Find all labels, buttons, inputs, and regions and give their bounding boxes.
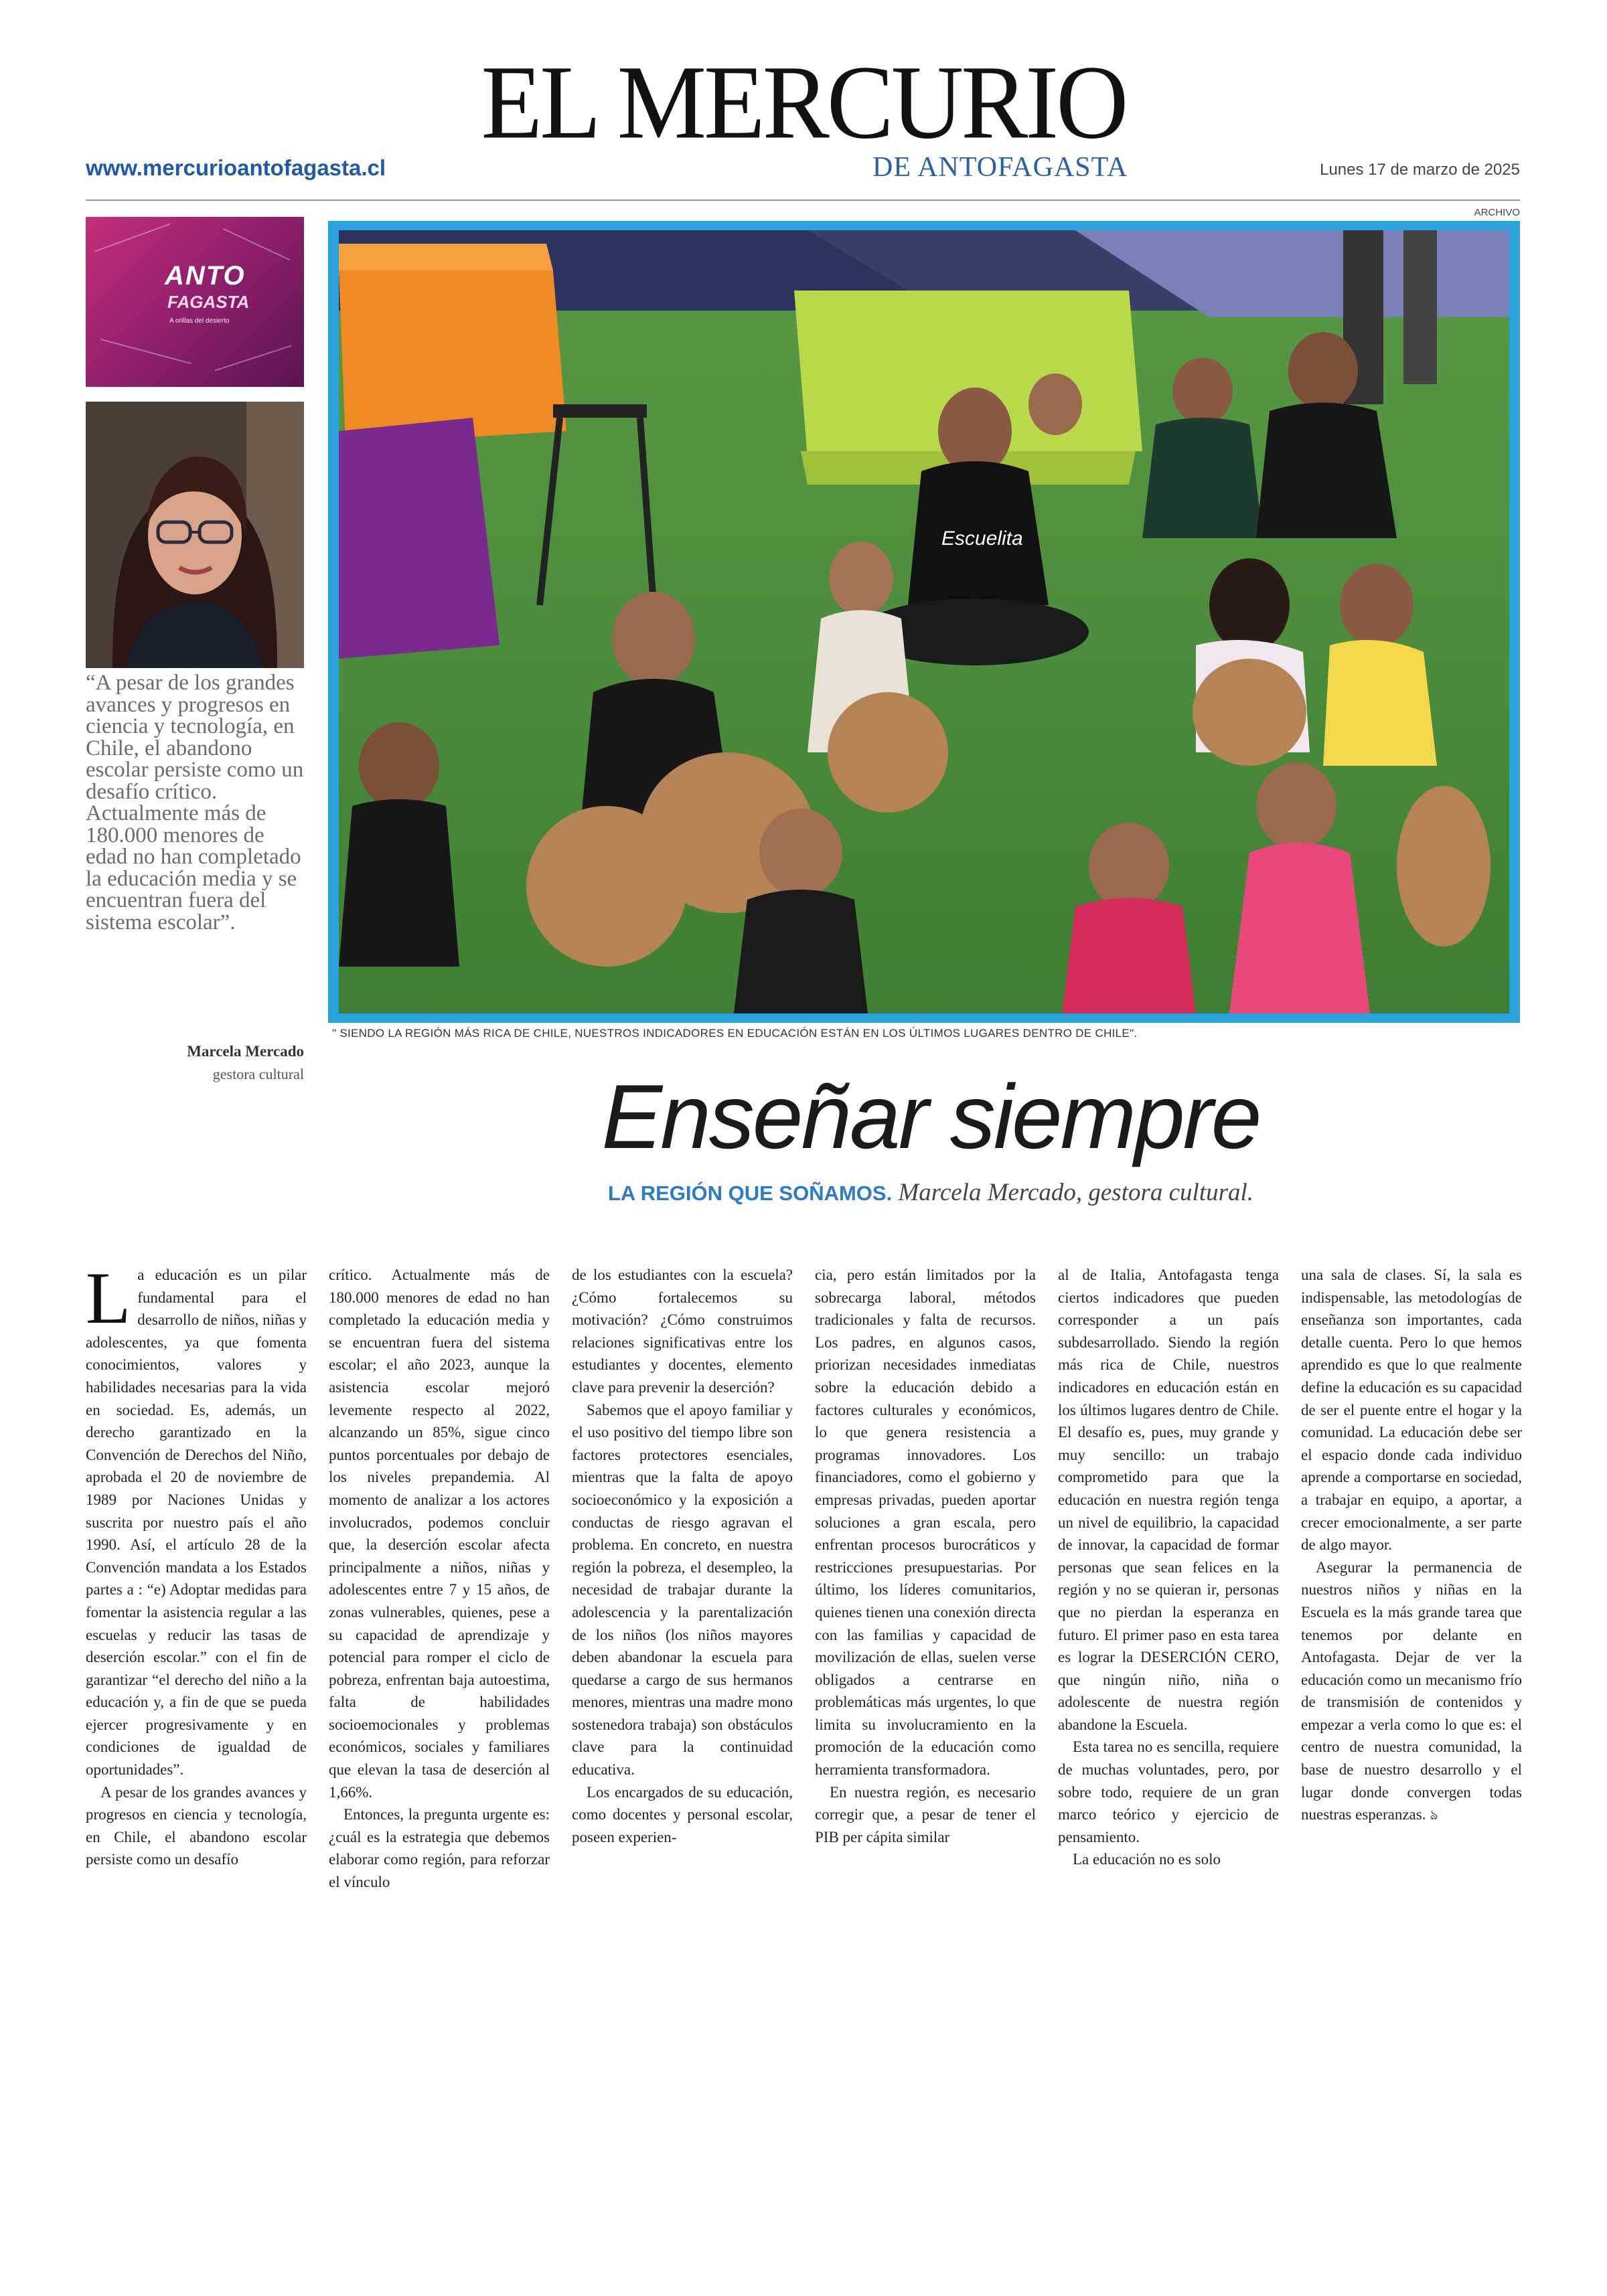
masthead-subtitle: DE ANTOFAGASTA <box>872 152 1128 183</box>
website-link[interactable]: www.mercurioantofagasta.cl <box>86 155 386 180</box>
byline: Marcela Mercado, gestora cultural. <box>898 1179 1254 1206</box>
quote-author-name: Marcela Mercado <box>187 1043 304 1060</box>
main-photo <box>339 230 1509 1013</box>
article-headline: Enseñar siempre <box>601 1066 1260 1167</box>
section-byline <box>0 1178 1607 1207</box>
children-eating-photo-illustration <box>339 230 1509 1013</box>
paragraph: Sabemos que el apoyo familiar y el uso positivo del tiempo libre son factores protectores esenciales, mientras que la falta de apoyo socioeconómico y la exposición a conductas de riesgo agravan el problema. En concreto, en nuestra región la pobreza, el desempleo, la necesidad de trabajar durante la adolescencia y la parentalización de los niños (los niños mayores deben abandonar la escuela para quedarse a cargo de sus hermanos menores, mientras una madre mono sostenedora trabaja) son obstáculos clave para la continuidad educativa. <box>572 1401 793 1779</box>
poster-title-line1: ANTO <box>165 261 246 291</box>
poster-decor-line <box>215 345 292 372</box>
section-label[interactable]: LA REGIÓN QUE SOÑAMOS. <box>607 1181 893 1205</box>
quote-author-role: gestora cultural <box>212 1066 304 1082</box>
paragraph-text: a educación es un pilar fundamental para el desarrollo de niños, niñas y adolescentes, ya que fomenta conocimientos, valores y habilidades necesarias para la vida en sociedad. Es, además, un derecho garantizado en la Convención de Derechos del Niño, aprobada el 20 de noviembre de 1989 por Naciones Unidas y suscrita por nuestro país el año 1990. Así, el artículo 28 de la Convención mandata a los Estados partes a : “e) Adoptar medidas para fomentar la asistencia regular a las escuelas y reducir las tasas de deserción escolar.” con el fin de garantizar “el derecho del niño a la educación y, a fin de que se pueda ejercer progresivamente y en condiciones de igualdad de oportunidades”. <box>86 1266 307 1779</box>
paragraph: al de Italia, Antofagasta tenga ciertos indicadores que pueden corresponder a un país subdesarrollado. Siendo la región más rica de Chile, nuestros indicadores en educación están en los últimos lugares dentro de Chile. El desafío es, pues, muy grande y muy sencillo: un trabajo comprometido para que la educación en nuestra región tenga un nivel de equilibrio, la capacidad de innovar, la capacidad de formar personas que sean felices en la región y no se quieran ir, personas que no pierdan la esperanza en futuro. El primer paso en esta tarea es lograr la DESERCIÓN CERO, que ningún niño, niña o adolescente de nuestra región abandone la Escuela. <box>1058 1266 1279 1733</box>
paragraph <box>1301 1556 1522 1827</box>
article-column-4 <box>815 1264 1036 1848</box>
paragraph: A pesar de los grandes avances y progresos en ciencia y tecnología, en Chile, el abandono escolar persiste como un desafío <box>86 1783 307 1868</box>
poster-tagline: A orillas del desierto <box>169 317 230 325</box>
article-column-1 <box>86 1257 307 1871</box>
poster-decor-line <box>94 224 170 252</box>
photo-caption: " SIENDO LA REGIÓN MÁS RICA DE CHILE, NUESTROS INDICADORES EN EDUCACIÓN ESTÁN EN LOS ÚLTIMOS LUGARES DENTRO DE CHILE". <box>332 1027 1138 1040</box>
masthead-title: EL MERCURIO <box>481 44 1126 161</box>
author-portrait-image <box>86 402 304 668</box>
paragraph: crítico. Actualmente más de 180.000 menores de edad no han completado la educación media y se encuentran fuera del sistema escolar; el año 2023, aunque la asistencia escolar mejoró levemente respecto al 2022, alcanzando un 85%, sigue cinco puntos porcentuales por debajo de los niveles prepandemia. Al momento de analizar a los actores involucrados, podemos concluir que, la deserción escolar afecta principalmente a niños, niñas y adolescentes entre 7 y 15 años, de zonas vulnerables, quienes, pese a su capacidad de aprendizaje y potencial para romper el ciclo de pobreza, enfrentan baja autoestima, falta de habilidades socioemocionales y problemas económicos, sociales y familiares que elevan la tasa de deserción al 1,66%. <box>329 1266 550 1801</box>
paragraph: Esta tarea no es sencilla, requiere de muchas voluntades, pero, por sobre todo, requiere de un gran marco teórico y ejercicio de pensamiento. <box>1058 1738 1279 1846</box>
article-column-6 <box>1301 1264 1522 1827</box>
author-portrait-illustration <box>86 402 304 668</box>
article-column-3 <box>572 1264 793 1848</box>
paragraph: Los encargados de su educación, como docentes y personal escolar, poseen experien- <box>572 1783 793 1846</box>
poster-decor-line <box>100 339 192 364</box>
photo-credit: ARCHIVO <box>1474 207 1520 218</box>
shirt-print-text: Escuelita <box>941 527 1023 550</box>
end-of-article-icon: ঌ <box>1430 1807 1438 1823</box>
paragraph-text: Asegurar la permanencia de nuestros niños y niñas en la Escuela es la más grande tarea que tenemos por delante en Antofagasta. Dejar de ver la educación como un mecanismo frío de transmisión de contenidos y empezar a verla como lo que es: el centro de nuestra comunidad, la base de nuestro desarrollo y el lugar donde convergen todas nuestras esperanzas. <box>1301 1558 1522 1823</box>
article-column-2 <box>329 1264 550 1894</box>
paragraph: de los estudiantes con la escuela? ¿Cómo fortalecemos su motivación? ¿Cómo construimos relaciones significativas entre los estudiantes y docentes, elemento clave para prevenir la deserción? <box>572 1266 793 1396</box>
publication-date: Lunes 17 de marzo de 2025 <box>1320 161 1520 179</box>
festival-poster-image <box>86 217 304 387</box>
masthead-divider <box>86 199 1520 201</box>
paragraph: cia, pero están limitados por la sobrecarga laboral, métodos tradicionales y falta de recursos. Los padres, en algunos casos, priorizan necesidades inmediatas sobre la educación debido a factores culturales y económicos, lo que genera resistencia a programas innovadores. Los financiadores, como el gobierno y empresas privadas, pueden aportar soluciones a gran escala, pero enfrentan procesos burocráticos y restricciones presupuestarias. Por último, los líderes comunitarios, quienes tienen una conexión directa con las familias y capacidad de movilización de ellas, suelen verse obligados a centrarse en problemáticas más urgentes, lo que limita su involucramiento en la promoción de la educación como herramienta transformadora. <box>815 1266 1036 1779</box>
paragraph: una sala de clases. Sí, la sala es indispensable, las metodologías de enseñanza son importantes, cada detalle cuenta. Pero lo que hemos aprendido es que lo que realmente define la educación es su capacidad de ser el puente entre el hogar y la comunidad. La educación debe ser el espacio donde cada individuo aprende a comportarse en sociedad, a trabajar en equipo, a aportar, a crecer emocionalmente, a ser parte de algo mayor. <box>1301 1266 1522 1554</box>
paragraph: Entonces, la pregunta urgente es: ¿cuál es la estrategia que debemos elaborar como región, para reforzar el vínculo <box>329 1806 550 1891</box>
paragraph: La educación no es solo <box>1073 1851 1221 1868</box>
paragraph: En nuestra región, es necesario corregir que, a pesar de tener el PIB per cápita similar <box>815 1783 1036 1846</box>
paragraph <box>86 1257 307 1781</box>
poster-title-line2: FAGASTA <box>167 292 250 312</box>
pull-quote: “A pesar de los grandes avances y progresos en ciencia y tecnología, en Chile, el abandono escolar persiste como un desafío crítico. Actualmente más de 180.000 menores de edad no han completado la educación media y se encuentran fuera del sistema escolar”. <box>86 671 304 934</box>
poster-decor-line <box>223 228 291 260</box>
drop-cap: L <box>86 1257 131 1339</box>
article-column-5 <box>1058 1264 1279 1871</box>
